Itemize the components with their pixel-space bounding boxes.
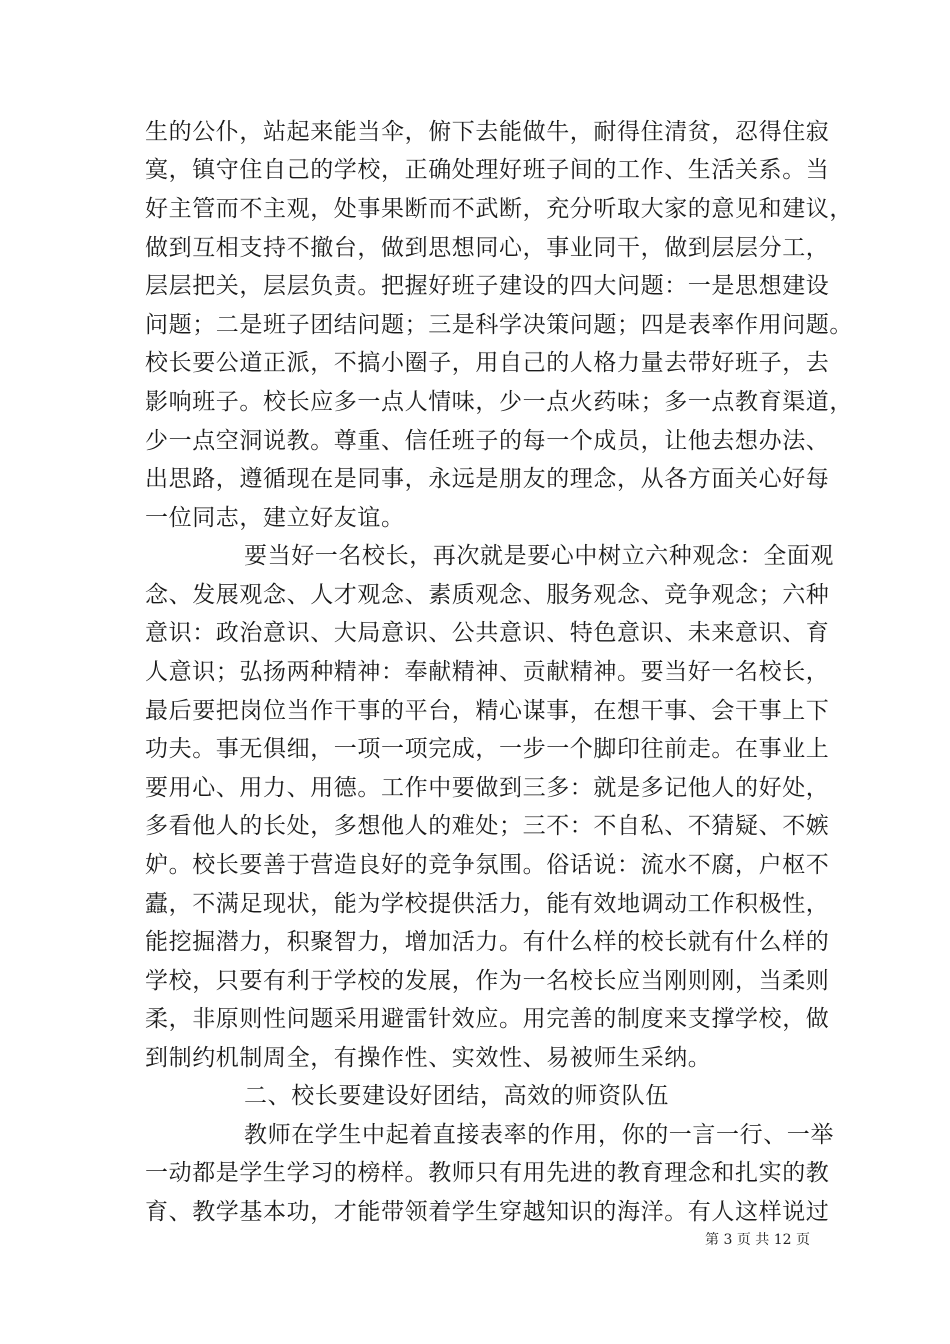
text-line: 妒。校长要善于营造良好的竞争氛围。俗话说：流水不腐，户枢不 <box>145 852 830 878</box>
text-line: 柔，非原则性问题采用避雷针效应。用完善的制度来支撑学校，做 <box>145 1006 830 1032</box>
text-line: 功夫。事无俱细，一项一项完成，一步一个脚印往前走。在事业上 <box>145 736 830 762</box>
text-line: 影响班子。校长应多一点人情味，少一点火药味；多一点教育渠道， <box>145 389 853 415</box>
text-line: 好主管而不主观，处事果断而不武断，充分听取大家的意见和建议， <box>145 196 853 222</box>
text-line: 生的公仆，站起来能当伞，俯下去能做牛，耐得住清贫，忍得住寂 <box>145 119 830 145</box>
text-line: 出思路，遵循现在是同事，永远是朋友的理念，从各方面关心好每 <box>145 466 830 492</box>
page-number-footer: 第 3 页 共 12 页 <box>705 1232 810 1248</box>
text-line: 多看他人的长处，多想他人的难处；三不：不自私、不猜疑、不嫉 <box>145 813 830 839</box>
text-line: 要用心、用力、用德。工作中要做到三多：就是多记他人的好处， <box>145 775 830 801</box>
text-line: 少一点空洞说教。尊重、信任班子的每一个成员，让他去想办法、 <box>145 428 830 454</box>
text-line: 校长要公道正派，不搞小圈子，用自己的人格力量去带好班子，去 <box>145 350 830 376</box>
text-line: 人意识；弘扬两种精神：奉献精神、贡献精神。要当好一名校长， <box>145 659 830 685</box>
text-line: 到制约机制周全，有操作性、实效性、易被师生采纳。 <box>145 1045 712 1071</box>
paragraph-start-line: 要当好一名校长，再次就是要心中树立六种观念：全面观 <box>244 543 834 569</box>
text-line: 问题；二是班子团结问题；三是科学决策问题；四是表率作用问题。 <box>145 312 853 338</box>
text-line: 层层把关，层层负责。把握好班子建设的四大问题：一是思想建设 <box>145 273 830 299</box>
text-line: 学校，只要有利于学校的发展，作为一名校长应当刚则刚，当柔则 <box>145 968 830 994</box>
text-line: 育、教学基本功，才能带领着学生穿越知识的海洋。有人这样说过 <box>145 1199 830 1225</box>
text-line: 寞，镇守住自己的学校，正确处理好班子间的工作、生活关系。当 <box>145 157 830 183</box>
section-heading: 二、校长要建设好团结，高效的师资队伍 <box>244 1083 669 1109</box>
paragraph-start-line: 教师在学生中起着直接表率的作用，你的一言一行、一举 <box>244 1122 834 1148</box>
text-line: 最后要把岗位当作干事的平台，精心谋事，在想干事、会干事上下 <box>145 698 830 724</box>
text-line: 能挖掘潜力，积聚智力，增加活力。有什么样的校长就有什么样的 <box>145 929 830 955</box>
text-line: 一动都是学生学习的榜样。教师只有用先进的教育理念和扎实的教 <box>145 1160 830 1186</box>
text-line: 蠹，不满足现状，能为学校提供活力，能有效地调动工作积极性， <box>145 891 830 917</box>
text-line: 念、发展观念、人才观念、素质观念、服务观念、竞争观念；六种 <box>145 582 830 608</box>
text-line: 一位同志，建立好友谊。 <box>145 505 405 531</box>
text-line: 做到互相支持不撤台，做到思想同心，事业同干，做到层层分工， <box>145 235 830 261</box>
text-line: 意识：政治意识、大局意识、公共意识、特色意识、未来意识、育 <box>145 620 830 646</box>
